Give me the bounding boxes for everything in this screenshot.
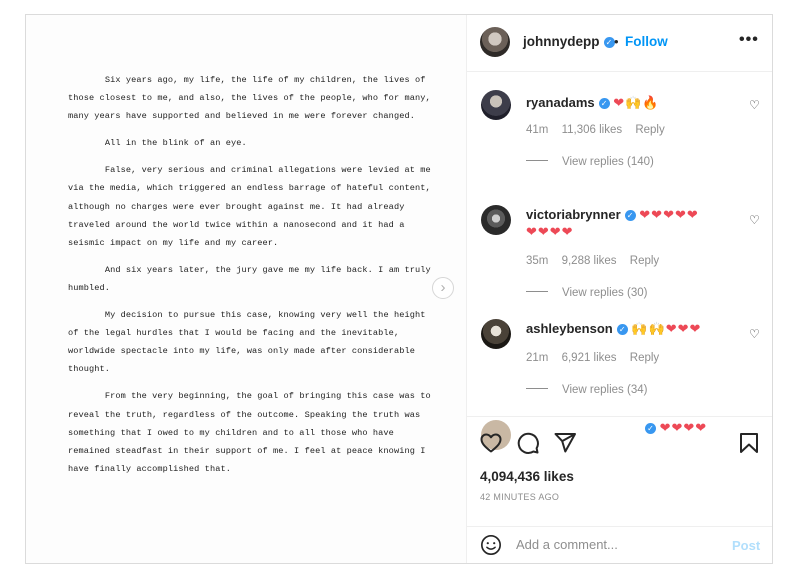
comment-list[interactable]: [466, 72, 772, 435]
view-replies-label[interactable]: View replies (34): [562, 384, 648, 396]
comment-icon[interactable]: [516, 431, 540, 455]
comment-username: [526, 321, 701, 337]
like-count[interactable]: 4,094,436 likes: [480, 469, 574, 484]
divider: [526, 160, 548, 161]
comment-likes[interactable]: 11,306 likes: [561, 124, 623, 136]
divider: [526, 291, 548, 292]
comment-meta: [526, 255, 669, 267]
comment-text-continued: ❤❤❤❤: [526, 224, 574, 239]
comment-time: 41m: [526, 124, 549, 136]
verified-icon: ✓: [599, 98, 610, 109]
view-replies-button[interactable]: [526, 287, 647, 299]
avatar[interactable]: [481, 205, 511, 235]
heart-icon[interactable]: ♡: [749, 327, 760, 341]
separator: •: [614, 34, 619, 49]
letter-paragraph: My decision to pursue this case, knowing very well the height of the legal hurdles that I would be facing and the inevitable, worldwide spectacle into my life, was only made after considerable thought.: [68, 310, 431, 375]
statement-letter: [68, 71, 437, 487]
view-replies-label[interactable]: View replies (30): [562, 287, 648, 299]
comment-input[interactable]: [516, 537, 716, 552]
more-icon[interactable]: •••: [739, 31, 759, 48]
comment-text: ❤❤❤❤❤: [639, 207, 699, 222]
letter-paragraph: And six years later, the jury gave me my life back. I am truly humbled.: [68, 264, 437, 293]
heart-icon[interactable]: ♡: [749, 213, 760, 227]
avatar[interactable]: [481, 319, 511, 349]
divider: [526, 388, 548, 389]
comment-likes[interactable]: 9,288 likes: [561, 255, 617, 267]
post-sidebar: [466, 15, 772, 563]
heart-icon[interactable]: [479, 431, 503, 455]
action-bar: [466, 416, 772, 527]
view-replies-button[interactable]: [526, 384, 647, 396]
comment-username: [526, 95, 660, 111]
avatar[interactable]: [480, 27, 510, 57]
comment-meta: [526, 352, 669, 364]
reply-button[interactable]: Reply: [629, 352, 660, 364]
post-button[interactable]: Post: [732, 538, 761, 553]
follow-button[interactable]: Follow: [625, 34, 668, 49]
avatar[interactable]: [481, 90, 511, 120]
verified-icon: ✓: [604, 37, 615, 48]
view-replies-button[interactable]: [526, 156, 654, 168]
post-header: [466, 15, 772, 72]
comment-time: 21m: [526, 352, 549, 364]
view-replies-label[interactable]: View replies (140): [562, 156, 654, 168]
verified-icon: ✓: [625, 210, 636, 221]
author-name[interactable]: johnnydepp: [523, 34, 600, 49]
comment-author[interactable]: ryanadams: [526, 95, 595, 110]
letter-paragraph: False, very serious and criminal allegations were levied at me via the media, which triggered an endless barrage of hateful content, although no charges were ever brought against me. It had already traveled around the world twice within a nanosecond and it had a seismic impact on my life and my career.: [68, 165, 437, 248]
bookmark-icon[interactable]: [737, 431, 761, 455]
comment-composer: [466, 526, 772, 564]
verified-icon: ✓: [645, 423, 656, 434]
chevron-right-icon[interactable]: ›: [432, 277, 454, 299]
comment-likes[interactable]: 6,921 likes: [561, 352, 617, 364]
letter-paragraph: All in the blink of an eye.: [68, 138, 247, 149]
comment-time: 35m: [526, 255, 549, 267]
letter-paragraph: From the very beginning, the goal of bringing this case was to reveal the truth, regardless of the outcome. Speaking the truth was something that I owed to my children and to all those who have remained steadfast in their support of me. I feel at peace knowing I have finally accomplished that.: [68, 391, 437, 474]
post-image[interactable]: [26, 15, 467, 563]
comment-author[interactable]: ashleybenson: [526, 321, 613, 336]
heart-icon[interactable]: ♡: [749, 98, 760, 112]
comment-text: ❤🙌🔥: [613, 95, 660, 110]
share-icon[interactable]: [553, 431, 577, 455]
post-dialog: [25, 14, 773, 564]
reply-button[interactable]: Reply: [629, 255, 660, 267]
comment-author[interactable]: victoriabrynner: [526, 207, 621, 222]
post-timestamp[interactable]: 42 MINUTES AGO: [480, 492, 560, 502]
comment-username: [526, 206, 699, 240]
verified-icon: ✓: [617, 324, 628, 335]
reply-button[interactable]: Reply: [635, 124, 665, 136]
comment-text: ❤❤❤❤: [659, 420, 708, 435]
comment-text: 🙌🙌❤❤❤: [631, 321, 702, 336]
comment-meta: [526, 124, 675, 136]
letter-paragraph: Six years ago, my life, the life of my children, the lives of those closest to me, and also, the lives of the people, who for many, many years have supported and believed in me were forever changed.: [68, 75, 437, 122]
author-username[interactable]: [523, 34, 615, 49]
emoji-icon[interactable]: [480, 534, 502, 556]
